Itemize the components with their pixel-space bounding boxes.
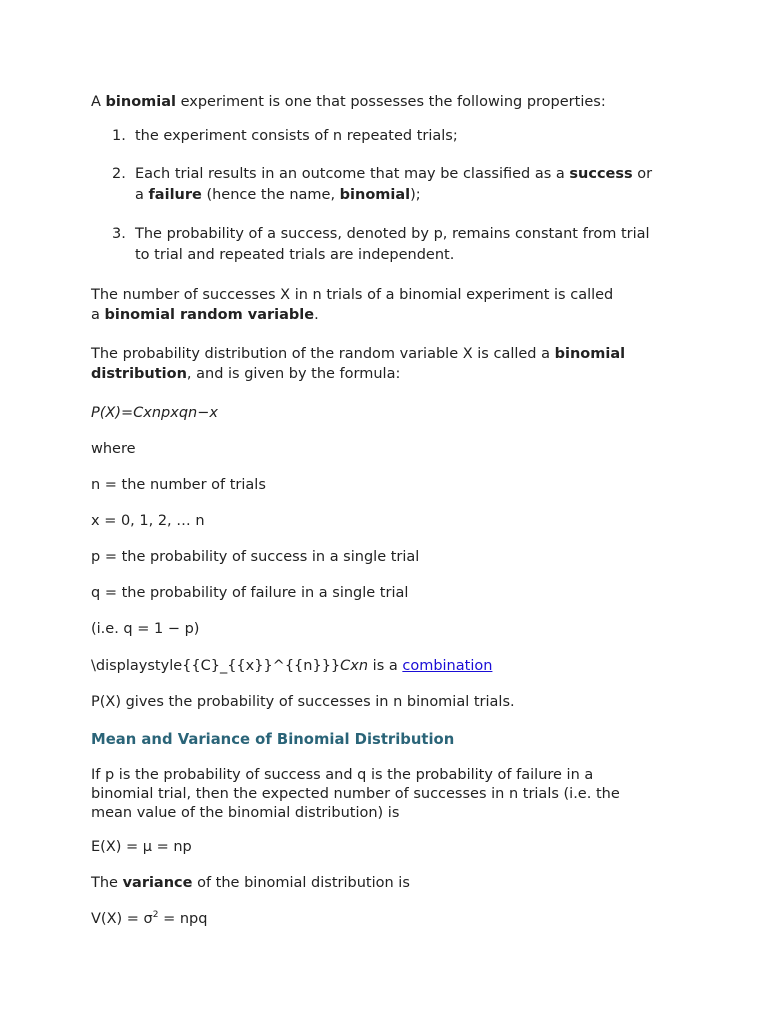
latex-source: \displaystyle{{C}_{{x}}^{{n}}} — [91, 658, 341, 674]
variance-formula-part: = npq — [158, 911, 208, 927]
failure-term: failure — [148, 187, 202, 203]
random-variable-term: binomial random variable — [104, 307, 315, 323]
random-variable-paragraph — [91, 285, 691, 325]
formula-part: Cxnpxqn−x — [133, 405, 218, 421]
variance-prefix: The — [91, 875, 123, 891]
intro-term: binomial — [105, 94, 176, 110]
variance-formula — [91, 910, 691, 929]
distribution-term: distribution — [91, 366, 187, 382]
mean-paragraph: If p is the probability of success and q is the probability of failure in a binomial trial, then the expected number of successes in n trials (i.e. the mean value of the binomial distribution) is — [91, 767, 620, 821]
definition-q: q = the probability of failure in a single trial — [91, 585, 409, 601]
property-number: 1. — [112, 128, 126, 144]
variance-paragraph — [91, 874, 691, 893]
property-text: the experiment consists of n repeated trials; — [135, 128, 458, 144]
distribution-paragraph — [91, 344, 691, 384]
random-variable-suffix: . — [314, 307, 319, 323]
definition-n: n = the number of trials — [91, 477, 266, 493]
combination-line — [91, 657, 691, 676]
random-variable-text: The number of successes X in n trials of a binomial experiment is called — [91, 287, 614, 303]
binomial-term: binomial — [339, 187, 411, 203]
property-text — [135, 224, 692, 266]
formula-part: X — [105, 405, 116, 421]
binomial-term: binomial — [554, 346, 626, 362]
combination-link[interactable]: combination — [402, 658, 493, 674]
formula-part: )= — [115, 405, 134, 421]
distribution-text: The probability distribution of the random variable X is called a — [91, 346, 555, 362]
distribution-text: , and is given by the formula: — [186, 366, 401, 382]
variance-term: variance — [122, 875, 193, 891]
property-text-part: ); — [410, 187, 421, 203]
property-text-part: a — [135, 187, 149, 203]
variance-formula-part: V(X) = σ — [91, 911, 153, 927]
property-number: 3. — [112, 226, 126, 242]
combination-symbol: Cxn — [340, 658, 369, 674]
success-term: success — [569, 166, 633, 182]
variance-suffix: of the binomial distribution is — [192, 875, 410, 891]
px-description: P(X) gives the probability of successes in n binomial trials. — [91, 694, 515, 710]
mean-variance-heading: Mean and Variance of Binomial Distribution — [91, 731, 455, 748]
property-item-1 — [112, 126, 692, 147]
binomial-formula — [91, 404, 691, 423]
intro-paragraph — [91, 93, 691, 112]
combination-text: is a — [368, 658, 403, 674]
property-text-line: to trial and repeated trials are independent. — [135, 247, 455, 263]
random-variable-prefix: a — [91, 307, 105, 323]
definition-x: x = 0, 1, 2, … n — [91, 513, 205, 529]
where-label: where — [91, 441, 136, 457]
property-item-3 — [112, 224, 692, 266]
superscript-2: 2 — [152, 910, 159, 921]
property-text-line: The probability of a success, denoted by p, remains constant from trial — [135, 226, 650, 242]
property-text — [135, 164, 692, 206]
formula-part: P( — [91, 405, 106, 421]
intro-prefix: A — [91, 94, 106, 110]
property-number: 2. — [112, 166, 126, 182]
definition-p: p = the probability of success in a single trial — [91, 549, 420, 565]
property-text-part: Each trial results in an outcome that may be classified as a — [135, 166, 570, 182]
property-item-2 — [112, 164, 692, 206]
definition-ie: (i.e. q = 1 − p) — [91, 621, 200, 637]
intro-suffix: experiment is one that possesses the following properties: — [176, 94, 606, 110]
property-text-part: or — [632, 166, 653, 182]
expected-value-formula: E(X) = μ = np — [91, 839, 192, 855]
property-text-part: (hence the name, — [201, 187, 340, 203]
